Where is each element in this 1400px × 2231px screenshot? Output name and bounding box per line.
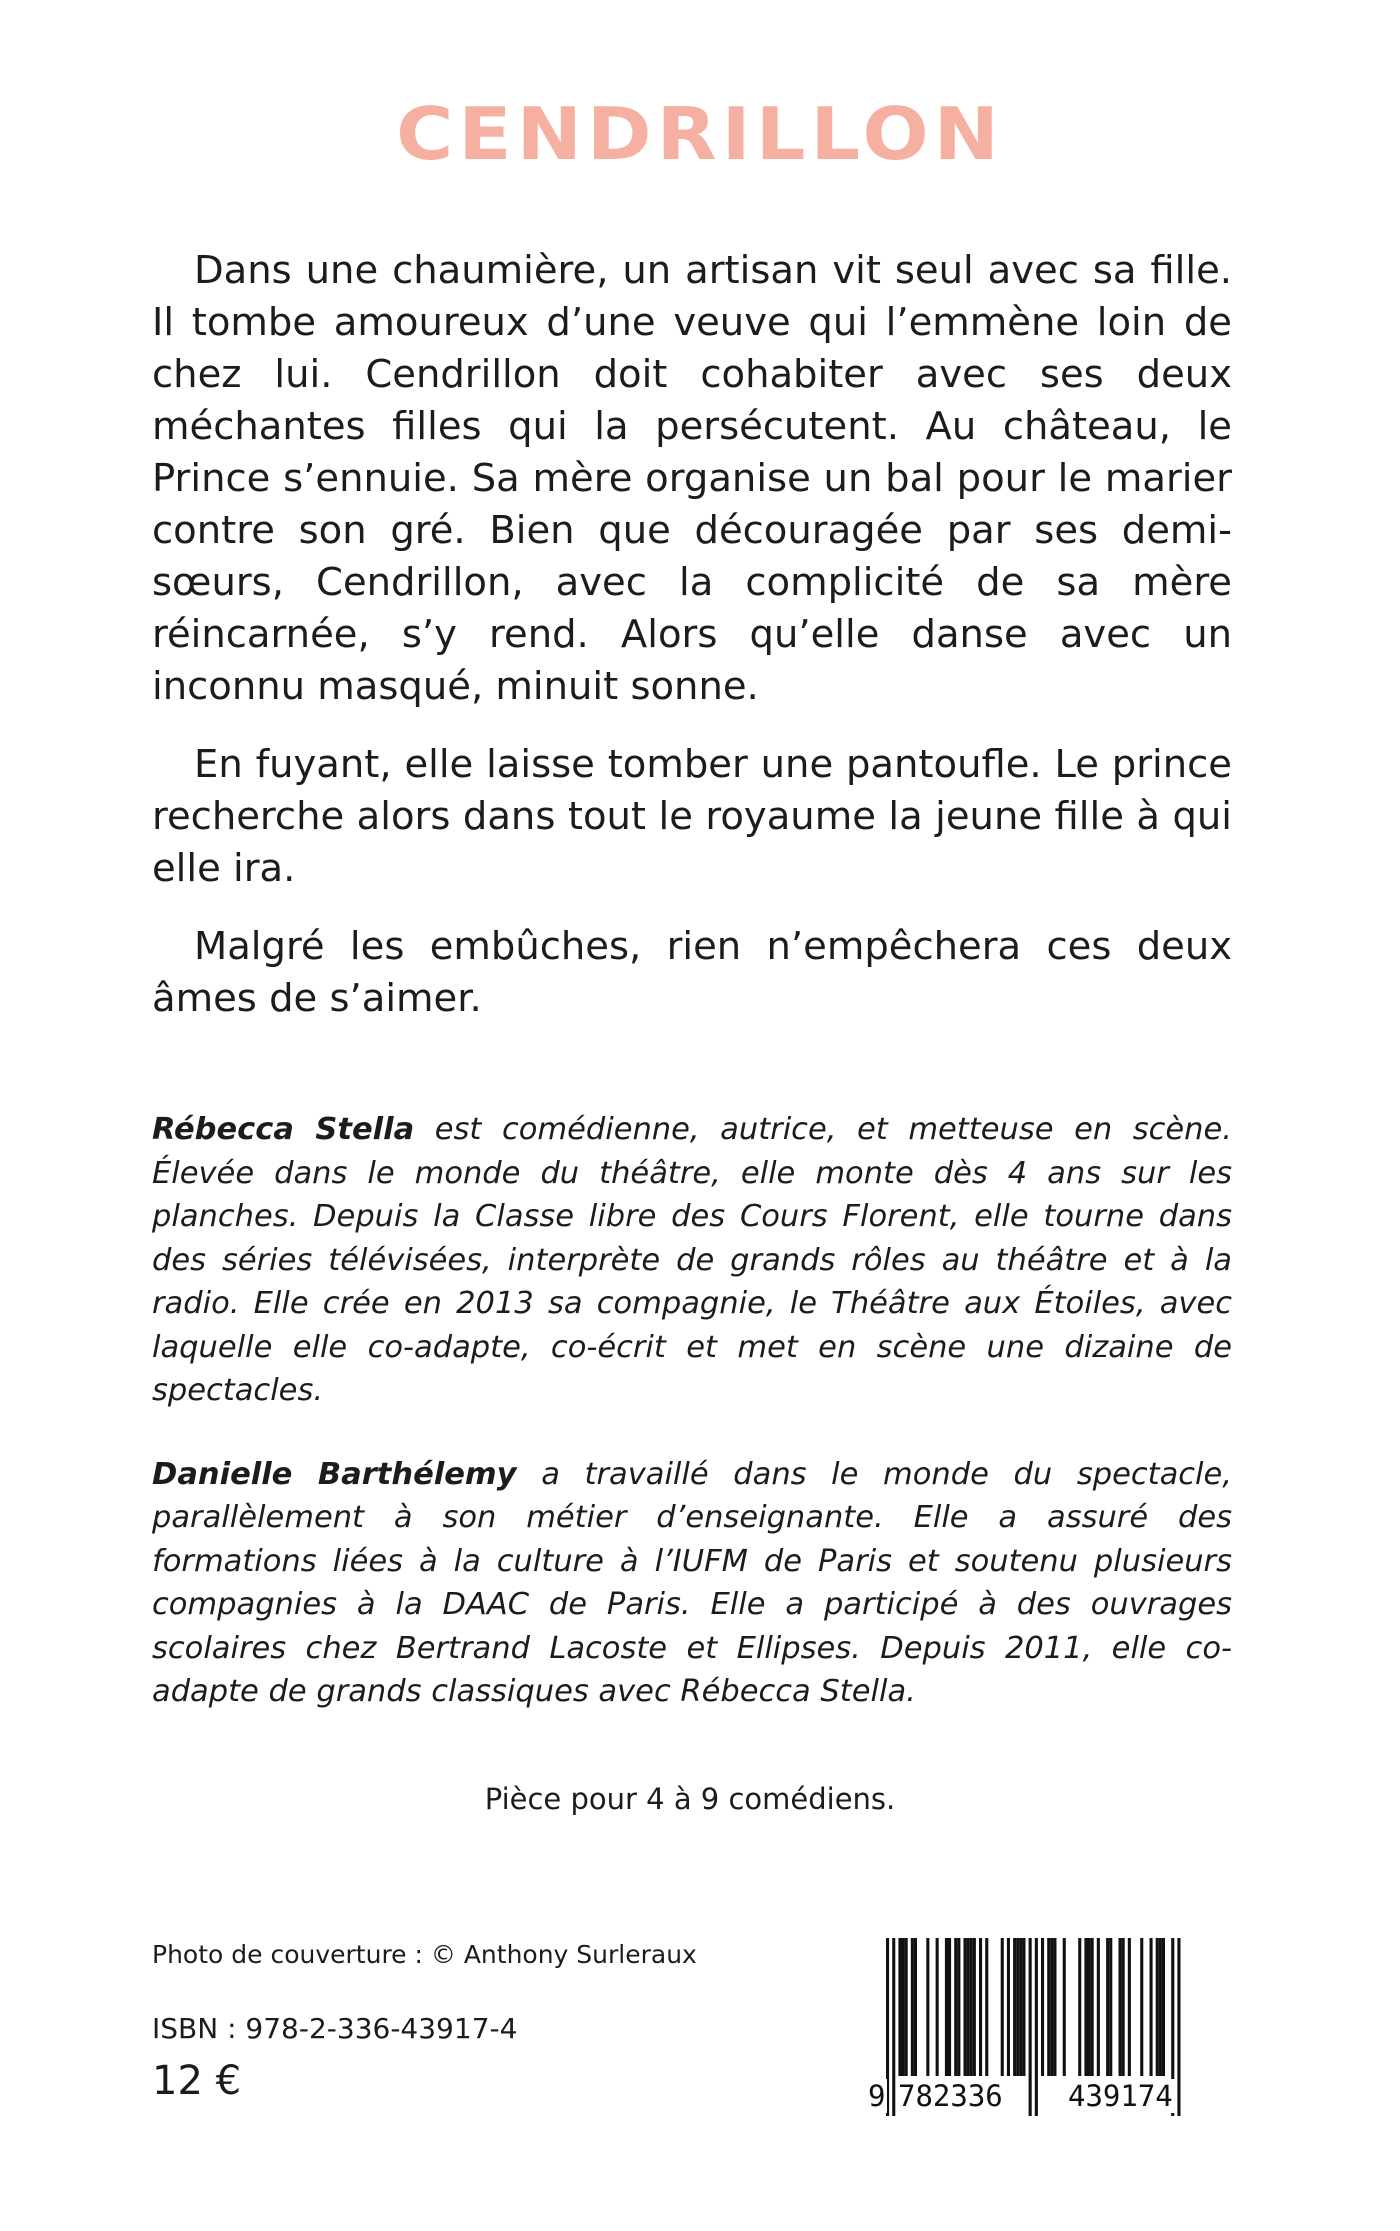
barcode-bar xyxy=(964,1938,967,2076)
barcode-bar xyxy=(1063,1938,1066,2076)
barcode-bar xyxy=(985,1938,988,2076)
price: 12 € xyxy=(152,2058,242,2104)
barcode-bar xyxy=(1088,1938,1091,2076)
barcode-bar xyxy=(1041,1938,1044,2076)
barcode-bar xyxy=(911,1938,914,2076)
barcode-bar xyxy=(967,1938,970,2076)
barcode-bar xyxy=(1084,1938,1087,2076)
summary-paragraph-1: Dans une chaumière, un artisan vit seul avec sa fille. Il tombe amoureux d’une veuve qui l’emmène loin de chez lui. Cendrillon doit cohabiter avec ses deux méchantes filles qui la persécutent. Au château, le Prince s’ennuie. Sa mère organise un bal pour le marier contre son gré. Bien que découragée par ses demi-sœurs, Cendrillon, avec la complicité de sa mère réincarnée, s’y rend. Alors qu’elle danse avec un inconnu masqué, minuit sonne. xyxy=(152,248,1232,709)
barcode-bar xyxy=(970,1938,973,2076)
summary xyxy=(152,245,1232,1051)
barcode-bar xyxy=(1156,1938,1159,2076)
summary-paragraph-3: Malgré les embûches, rien n’empêchera ces deux âmes de s’aimer. xyxy=(152,924,1232,1021)
barcode-bar xyxy=(1022,1938,1025,2076)
barcode-bar xyxy=(1091,1938,1094,2076)
barcode-bar xyxy=(1019,1938,1022,2076)
author-bios xyxy=(152,1108,1232,1754)
barcode-bar xyxy=(1122,1938,1125,2076)
barcode-bar xyxy=(905,1938,908,2076)
barcode-bar xyxy=(1106,1938,1109,2076)
author-name: Danielle Barthélemy xyxy=(152,1456,517,1492)
barcode-bar xyxy=(1128,1938,1131,2076)
barcode-bar xyxy=(1119,1938,1122,2076)
barcode-bar xyxy=(1016,1938,1019,2076)
barcode-bar xyxy=(1001,1938,1004,2076)
barcode-bar xyxy=(1047,1938,1050,2076)
barcode-bar xyxy=(1013,1938,1016,2076)
author-name: Rébecca Stella xyxy=(152,1112,415,1147)
barcode-bar xyxy=(1150,1938,1153,2076)
isbn: ISBN : 978-2-336-43917-4 xyxy=(152,2012,518,2045)
barcode-bar xyxy=(898,1938,901,2076)
cast-note: Pièce pour 4 à 9 comédiens. xyxy=(484,1782,896,1816)
author-bio-text: a travaillé dans le monde du spectacle, parallèlement à son métier d’enseignante. Elle a assuré des formations liées à la culture à l’IUFM de Paris et soutenu plusieurs compagnies à la DAAC de Paris. Elle a participé à des ouvrages scolaires chez Bertrand Lacoste et Ellipses. Depuis 2011, elle co-adapte de grands classiques avec Rébecca Stella. xyxy=(152,1456,1232,1709)
book-title: CENDRILLON xyxy=(396,93,1004,177)
barcode-bar xyxy=(926,1938,929,2076)
barcode-bar xyxy=(1078,1938,1081,2076)
barcode-bar xyxy=(914,1938,917,2076)
author-bio xyxy=(152,1108,1232,1413)
photo-credit: Photo de couverture : © Anthony Surleraux xyxy=(152,1940,697,1969)
barcode-first-digit: 9 xyxy=(868,2079,886,2113)
barcode-bar xyxy=(948,1938,951,2076)
barcode-bar xyxy=(979,1938,982,2076)
barcode-bar xyxy=(936,1938,939,2076)
barcode-bar xyxy=(1140,1938,1143,2076)
barcode-bar xyxy=(954,1938,957,2076)
barcode-bar xyxy=(1053,1938,1056,2076)
barcode-bar xyxy=(1097,1938,1100,2076)
author-bio xyxy=(152,1453,1232,1714)
barcode-left-group: 782336 xyxy=(898,2079,1003,2113)
barcode-bar xyxy=(1050,1938,1053,2076)
barcode-digits xyxy=(866,2073,1218,2119)
barcode-bar xyxy=(1007,1938,1010,2076)
barcode-bar xyxy=(1162,1938,1165,2076)
author-bio-text: est comédienne, autrice, et metteuse en scène. Élevée dans le monde du théâtre, elle monte dès 4 ans sur les planches. Depuis la Classe libre des Cours Florent, elle tourne dans des séries télévisées, interprète de grands rôles au théâtre et à la radio. Elle crée en 2013 sa compagnie, le Théâtre aux Étoiles, avec laquelle elle co-adapte, co-écrit et met en scène une dizaine de spectacles. xyxy=(152,1112,1232,1408)
summary-paragraph-2: En fuyant, elle laisse tomber une pantoufle. Le prince recherche alors dans tout le royaume la jeune fille à qui elle ira. xyxy=(152,742,1232,891)
barcode-bar xyxy=(902,1938,905,2076)
barcode-bar xyxy=(1159,1938,1162,2076)
barcode-bar xyxy=(957,1938,960,2076)
barcode-bar xyxy=(973,1938,976,2076)
barcode-bar xyxy=(945,1938,948,2076)
barcode-right-group: 439174 xyxy=(1068,2079,1173,2113)
barcode-bar xyxy=(1109,1938,1112,2076)
